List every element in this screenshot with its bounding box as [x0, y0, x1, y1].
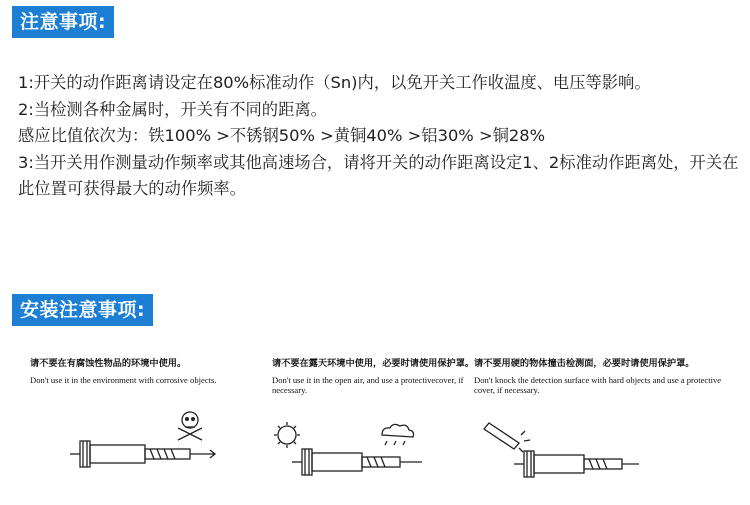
install-item-en: Don't knock the detection surface with hard objects and use a protective cover, if necessary.: [474, 375, 722, 395]
skull-crossbones-icon: [65, 405, 235, 480]
install-notes-title: 安装注意事项:: [12, 294, 153, 326]
notes-title: 注意事项:: [12, 6, 114, 38]
note-paragraph: 感应比值依次为：铁100% >不锈钢50% >黄铜40% >铝30% >铜28%: [18, 126, 546, 145]
hammer-knock-icon: [479, 421, 679, 486]
install-item-outdoor: [272, 355, 497, 395]
install-item-corrosive: [30, 355, 255, 385]
install-item-en: Don't use it in the environment with corrosive objects.: [30, 375, 217, 385]
install-item-impact: [474, 355, 734, 395]
install-item-cn: 请不要在有腐蚀性物品的环境中使用。: [30, 358, 187, 369]
note-paragraph: 3:当开关用作测量动作频率或其他高速场合，请将开关的动作距离设定1、2标准动作距离处，开关在此位置可获得最大的动作频率。: [18, 152, 739, 198]
install-item-cn: 请不要用硬的物体撞击检测面，必要时请使用保护罩。: [474, 358, 695, 369]
install-item-en: Don't use it in the open air, and use a protectivecover, if necessary.: [272, 375, 464, 395]
note-paragraph: 1:开关的动作距离请设定在80%标准动作（Sn)内，以免开关工作收温度、电压等影响。: [18, 73, 651, 92]
note-paragraph: 2:当检测各种金属时，开关有不同的距离。: [18, 99, 327, 119]
notes-body: [18, 70, 743, 203]
sun-rain-icon: [272, 421, 462, 486]
install-item-cn: 请不要在露天环境中使用，必要时请使用保护罩。: [272, 358, 475, 369]
